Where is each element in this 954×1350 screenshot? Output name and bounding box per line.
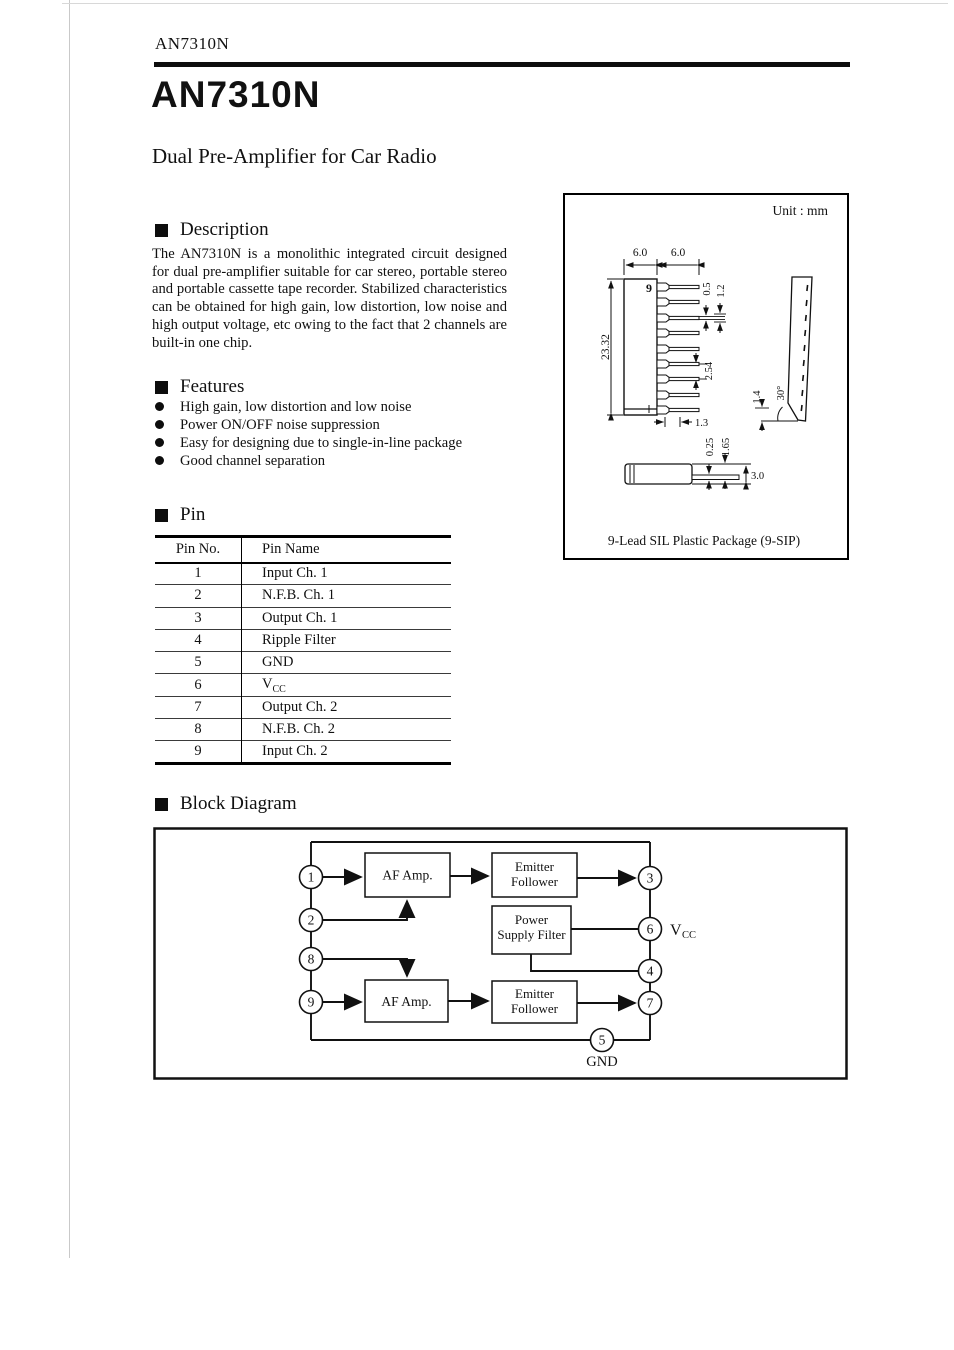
pin-no-cell: 7	[155, 696, 242, 718]
dim-stand-off: 1.4	[752, 390, 763, 404]
dim-lead-tip-thickness: 0.25	[705, 437, 716, 457]
pin-table-row	[155, 563, 451, 585]
pin-name-cell: $V_{CC}$	[262, 675, 286, 695]
package-front-view	[600, 247, 727, 429]
package-drawing	[565, 195, 843, 554]
feature-text: High gain, low distortion and low noise	[180, 399, 412, 415]
pin-table-row	[155, 607, 451, 629]
square-bullet-icon	[155, 798, 168, 811]
circle-bullet-icon	[155, 438, 164, 447]
pin-no-cell: 6	[155, 674, 242, 696]
circle-bullet-icon	[155, 402, 164, 411]
description-heading	[155, 219, 269, 241]
pin-no-cell: 3	[155, 607, 242, 629]
square-bullet-icon	[155, 509, 168, 522]
page-subtitle: Dual Pre-Amplifier for Car Radio	[152, 144, 437, 168]
header-rule	[154, 62, 850, 67]
dim-lead-thickness: 0.5	[702, 282, 713, 296]
pin-7-number: 7	[646, 995, 654, 1011]
pin-no-cell: 4	[155, 629, 242, 651]
pin-9-number: 9	[307, 994, 315, 1010]
gnd-label: GND	[586, 1054, 618, 1070]
pin-table-row	[155, 741, 451, 763]
unit-label: Unit : mm	[772, 203, 828, 218]
block-diagram-heading	[155, 793, 297, 815]
pin-1-number: 1	[307, 869, 315, 885]
pin-table-header-row	[155, 537, 451, 563]
feature-item	[155, 401, 515, 415]
power-supply-filter-label: Power	[514, 912, 549, 927]
package-caption: 9-Lead SIL Plastic Package (9-SIP)	[607, 533, 801, 548]
pin-name-cell: N.F.B. Ch. 1	[262, 587, 335, 604]
page-edge-top	[62, 3, 948, 4]
feature-item	[155, 419, 515, 433]
dim-shoulder-thickness: 1.2	[716, 284, 727, 298]
pin-table-row	[155, 719, 451, 741]
square-bullet-icon	[155, 224, 168, 237]
pin-no-cell: 8	[155, 719, 242, 741]
pin-6-number: 6	[646, 921, 654, 937]
pin-table-row	[155, 629, 451, 651]
pin-table-row	[155, 585, 451, 607]
pin-name-cell: Output Ch. 2	[262, 698, 338, 715]
package-side-view	[752, 277, 812, 431]
af-amp-2-label: AF Amp.	[381, 994, 432, 1009]
dim-lead-angle: 30°	[776, 385, 787, 401]
feature-text: Power ON/OFF noise suppression	[180, 417, 380, 433]
dim-lead-offset: 1.3	[695, 418, 709, 429]
description-body: The AN7310N is a monolithic integrated circuit designed for dual pre-amplifier suitable for car stereo, portable stereo and portable cassette tape recorder. Stabilized characteristics can be obtained for high gain, low distortion, low noise and high output voltage, etc owing to the fact that 2 channels are built-in one chip.	[152, 246, 507, 351]
dim-lead-length: 6.0	[670, 247, 686, 259]
pin-table-row	[155, 696, 451, 718]
dim-pin-pitch: 2.54	[704, 361, 715, 381]
dim-body-width: 6.0	[632, 247, 648, 259]
page-title: AN7310N	[151, 74, 321, 115]
package-bottom-view	[625, 438, 764, 490]
pin-table-row	[155, 652, 451, 674]
pin-table-body	[155, 563, 451, 764]
feature-item	[155, 455, 515, 469]
pin-8-number: 8	[307, 951, 315, 967]
page-edge-left	[69, 0, 70, 1258]
pin-no-cell: 1	[155, 563, 242, 585]
pin-3-number: 3	[646, 870, 654, 886]
pin-table-row	[155, 674, 451, 696]
pin-heading-label: Pin	[180, 504, 206, 525]
circle-bullet-icon	[155, 456, 164, 465]
pin-name-cell: GND	[262, 654, 294, 671]
emitter-follower-2-label: Emitter	[515, 986, 554, 1001]
feature-text: Good channel separation	[180, 453, 326, 469]
pin-name-column-header: Pin Name	[262, 541, 320, 558]
power-supply-filter-label: Supply Filter	[497, 927, 566, 942]
bus-lines	[311, 842, 650, 1040]
function-blocks	[365, 853, 577, 1023]
pin-name-cell: Input Ch. 2	[262, 743, 328, 760]
pin-no-cell: 5	[155, 652, 242, 674]
pin-heading	[155, 504, 205, 526]
pin-4-number: 4	[646, 963, 654, 979]
block-diagram	[153, 827, 848, 1080]
doc-number: AN7310N	[155, 34, 230, 53]
dim-lead-base-thickness: 1.65	[721, 437, 732, 457]
emitter-follower-1-label: Emitter	[515, 859, 554, 874]
pin-table	[155, 535, 451, 765]
block-diagram-heading-label: Block Diagram	[180, 793, 297, 814]
pin-no-cell: 2	[155, 585, 242, 607]
pin-2-number: 2	[307, 912, 315, 928]
af-amp-1-label: AF Amp.	[382, 867, 433, 883]
dim-body-thickness: 3.0	[751, 471, 765, 482]
circle-bullet-icon	[155, 420, 164, 429]
features-heading-label: Features	[180, 376, 245, 397]
emitter-follower-2-label: Follower	[511, 1001, 558, 1016]
vcc-label: V	[670, 922, 682, 939]
pin-5-number: 5	[598, 1032, 606, 1048]
emitter-follower-1-label: Follower	[511, 874, 558, 889]
square-bullet-icon	[155, 381, 168, 394]
features-list	[155, 401, 515, 473]
pin-name-cell: Ripple Filter	[262, 632, 336, 649]
pin-no-cell: 9	[155, 741, 242, 763]
features-heading	[155, 376, 244, 398]
pin-name-cell: Input Ch. 1	[262, 565, 328, 582]
pin-no-column-header: Pin No.	[155, 537, 242, 563]
dim-body-height: 23.32	[600, 334, 612, 360]
pin9-label: 9	[646, 281, 652, 295]
description-heading-label: Description	[180, 219, 269, 240]
feature-text: Easy for designing due to single-in-line package	[180, 435, 463, 451]
package-figure	[563, 193, 849, 560]
feature-item	[155, 437, 515, 451]
vcc-subscript: CC	[682, 930, 697, 941]
pin-name-cell: N.F.B. Ch. 2	[262, 721, 335, 738]
pin-name-cell: Output Ch. 1	[262, 609, 338, 626]
